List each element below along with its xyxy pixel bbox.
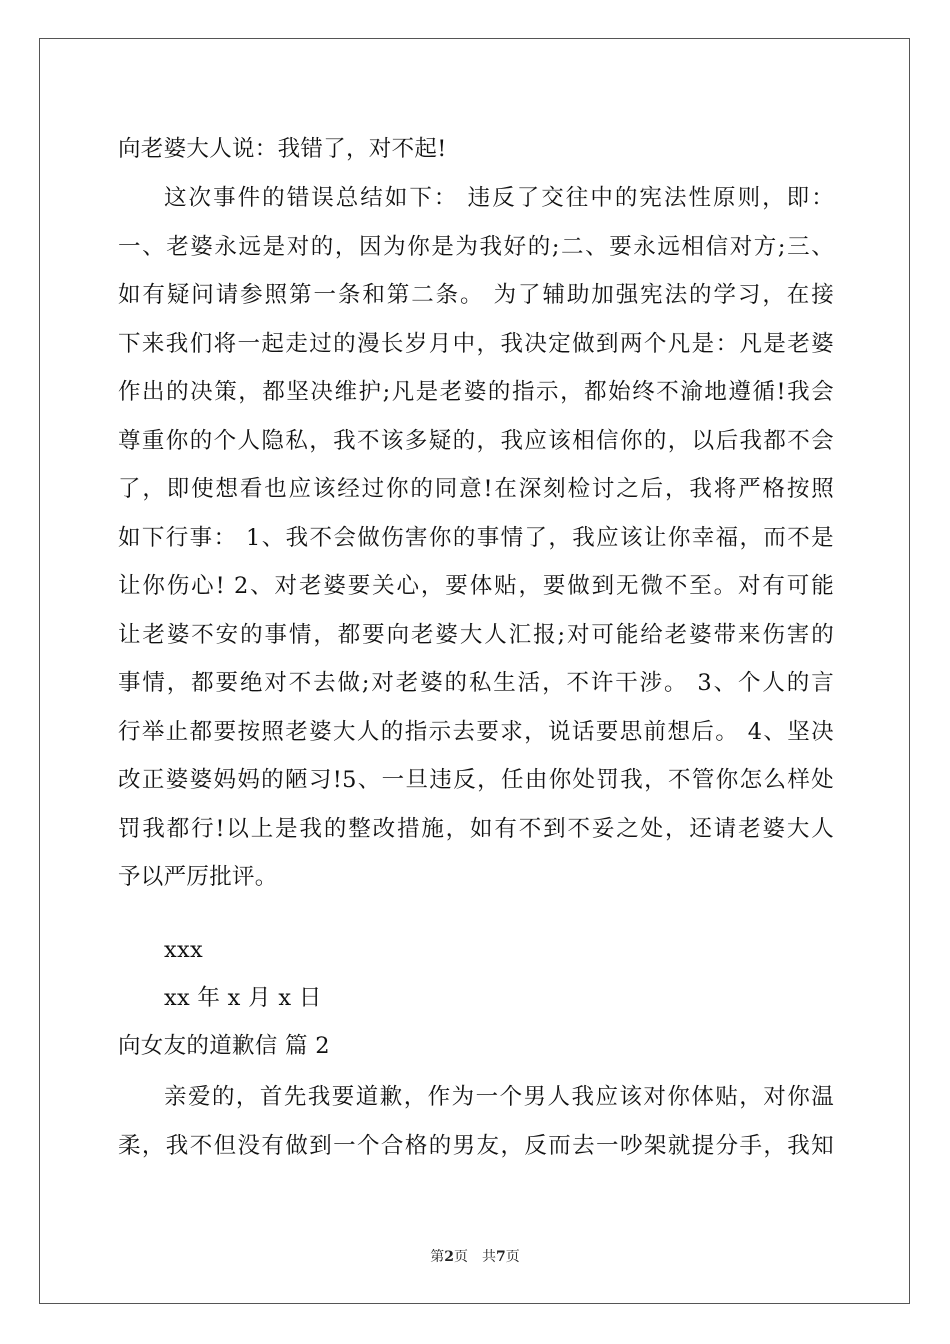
body-line: 这次事件的错误总结如下： 违反了交往中的宪法性原则，即： [164,185,834,211]
body-line: 如下行事： 1、我不会做伤害你的事情了，我应该让你幸福，而不是 [118,524,834,551]
signature-line [118,926,834,975]
body-line: 予以严厉批评。 [118,864,278,890]
total-suffix: 页 [505,1249,520,1265]
greeting-text: 向老婆大人说：我错了，对不起! [118,136,447,162]
body-line: 一、老婆永远是对的，因为你是为我好的;二、要永远相信对方;三、 [118,233,834,260]
total-page-number: 7 [496,1249,506,1265]
body-line: 行举止都要按照老婆大人的指示去要求，说话要思前想后。 4、坚决 [118,718,834,745]
body-line: 了，即使想看也应该经过你的同意!在深刻检讨之后，我将严格按照 [118,476,834,502]
page-footer [0,1246,950,1266]
body-line: 如有疑问请参照第一条和第二条。 为了辅助加强宪法的学习，在接 [118,282,834,308]
body-line: 亲爱的，首先我要道歉，作为一个男人我应该对你体贴，对你温 [164,1084,834,1110]
body-line: 让你伤心! 2、对老婆要关心，要体贴，要做到无微不至。对有可能 [118,573,834,599]
date-text: xx 年 x 月 x 日 [164,985,322,1011]
date-line [118,974,834,1023]
section-heading [118,1022,834,1071]
greeting-line [118,125,834,174]
body-line: 改正婆婆妈妈的陋习!5、一旦违反，任由你处罚我，不管你怎么样处 [118,767,834,793]
signature-text: xxx [164,937,203,963]
body-line: 尊重你的个人隐私，我不该多疑的，我应该相信你的，以后我都不会 [118,427,834,454]
body-line: 柔，我不但没有做到一个合格的男友，反而去一吵架就提分手，我知 [118,1132,834,1159]
body-line: 让老婆不安的事情，都要向老婆大人汇报;对可能给老婆带来伤害的 [118,621,834,648]
body-paragraph [118,174,834,902]
total-prefix: 共 [482,1249,496,1265]
second-letter-paragraph [118,1073,834,1170]
current-page-number: 2 [444,1249,454,1265]
body-line: 作出的决策，都坚决维护;凡是老婆的指示，都始终不渝地遵循!我会 [118,379,834,405]
body-line: 下来我们将一起走过的漫长岁月中，我决定做到两个凡是：凡是老婆 [118,330,834,357]
section-heading-text: 向女友的道歉信 篇 2 [118,1033,330,1059]
page-suffix: 页 [454,1249,468,1265]
body-line: 罚我都行!以上是我的整改措施，如有不到不妥之处，还请老婆大人 [118,815,834,842]
body-line: 事情，都要绝对不去做;对老婆的私生活，不许干涉。 3、个人的言 [118,670,834,696]
page-prefix: 第 [430,1249,445,1265]
